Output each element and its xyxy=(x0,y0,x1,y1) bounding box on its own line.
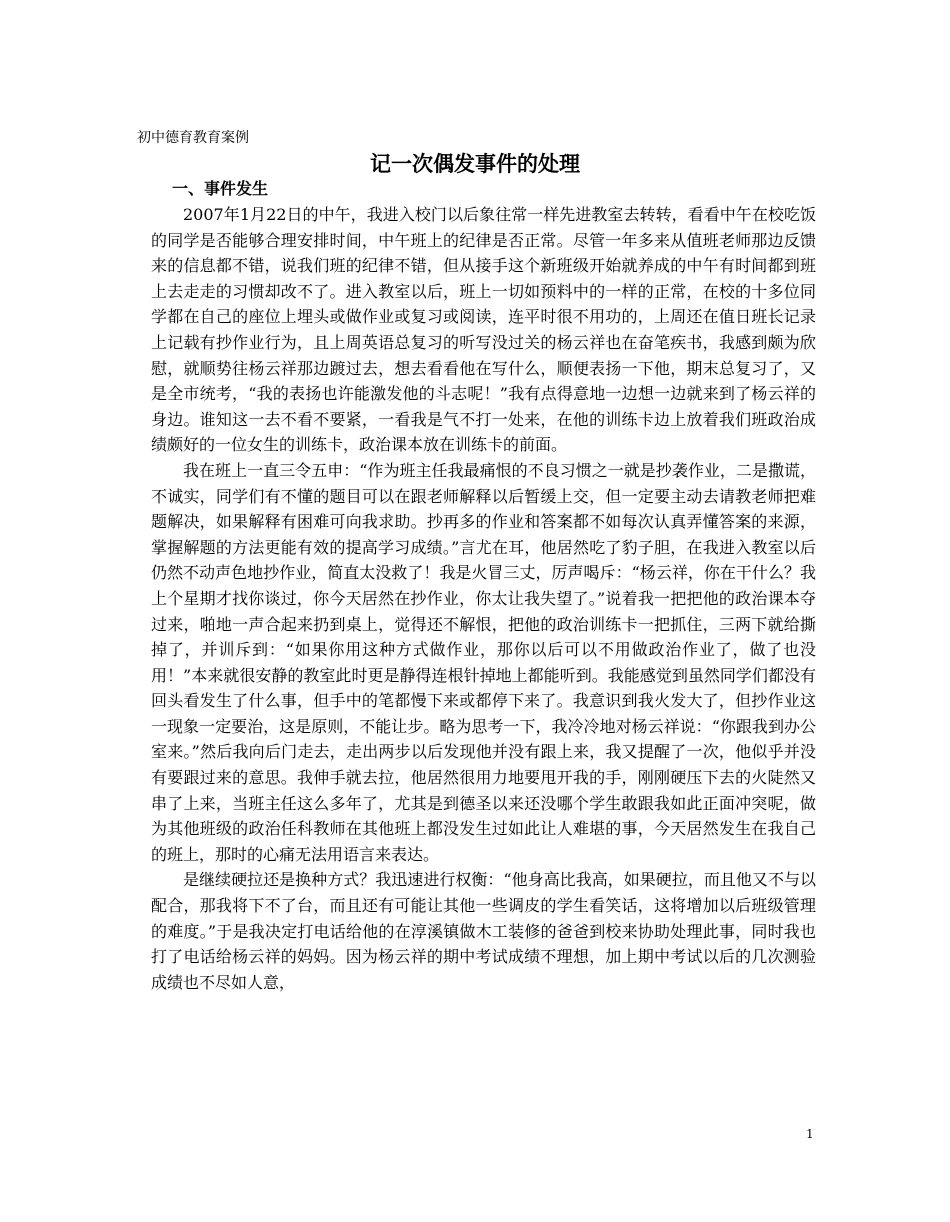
paragraph-3: 是继续硬拉还是换种方式？我迅速进行权衡：“他身高比我高，如果硬拉，而且他又不与以配合，那我将下不了台，而且还有可能让其他一些调皮的学生看笑话，这将增加以后班级管理的难度。”于是我决定打电话给他的在淳溪镇做木工装修的爸爸到校来协助处理此事，同时我也打了电话给杨云祥的妈妈。因为杨云祥的期中考试成绩不理想，加上期中考试以后的几次测验成绩也不尽如人意， xyxy=(151,870,816,992)
document-body xyxy=(151,202,816,995)
document-category: 初中德育教育案例 xyxy=(137,130,249,146)
section-heading: 一、事件发生 xyxy=(172,179,269,198)
paragraph-2: 我在班上一直三令五申：“作为班主任我最痛恨的不良习惯之一就是抄袭作业，二是撒谎，不诚实，同学们有不懂的题目可以在跟老师解释以后暂缓上交，但一定要主动去请教老师把难题解决，如果解释有困难可向我求助。抄再多的作业和答案都不如每次认真弄懂答案的来源，掌握解题的方法更能有效的提高学习成绩。”言尤在耳，他居然吃了豹子胆，在我进入教室以后仍然不动声色地抄作业，简直太没救了！我是火冒三丈，厉声喝斥：“杨云祥，你在干什么？我上个星期才找你谈过，你今天居然在抄作业，你太让我失望了。”说着我一把把他的政治课本夺过来，啪地一声合起来扔到桌上，觉得还不解恨，把他的政治训练卡一把抓住，三两下就给撕掉了，并训斥到：“如果你用这种方式做作业，那你以后可以不用做政治作业了，做了也没用！”本来就很安静的教室此时更是静得连根针掉地上都能听到。我能感觉到虽然同学们都没有回头看发生了什么事，但手中的笔都慢下来或都停下来了。我意识到我火发大了，但抄作业这一现象一定要治，这是原则，不能让步。略为思考一下，我冷冷地对杨云祥说：“你跟我到办公室来。”然后我向后门走去，走出两步以后发现他并没有跟上来，我又提醒了一次，他似乎并没有要跟过来的意思。我伸手就去拉，他居然很用力地要甩开我的手，刚刚硬压下去的火陡然又串了上来，当班主任这么多年了，尤其是到德圣以来还没哪个学生敢跟我如此正面冲突呢，做为其他班级的政治任科教师在其他班上都没发生过如此让人难堪的事，今天居然发生在我自己的班上，那时的心痛无法用语言来表达。 xyxy=(151,460,816,864)
paragraph-1: 2007年1月22日的中午，我进入校门以后象往常一样先进教室去转转，看看中午在校吃饭的同学是否能够合理安排时间，中午班上的纪律是否正常。尽管一年多来从值班老师那边反馈来的信息都不错，说我们班的纪律不错，但从接手这个新班级开始就养成的中午有时间都到班上去走走的习惯却改不了。进入教室以后，班上一切如预料中的一样的正常，在校的十多位同学都在自己的座位上埋头或做作业或复习或阅读，连平时很不用功的，上周还在值日班长记录上记载有抄作业行为，且上周英语总复习的听写没过关的杨云祥也在奋笔疾书，我感到颇为欣慰，就顺势往杨云祥那边踱过去，想去看看他在写什么，顺便表扬一下他，期末总复习了，又是全市统考，“我的表扬也许能激发他的斗志呢！”我有点得意地一边想一边就来到了杨云祥的身边。谁知这一去不看不要紧，一看我是气不打一处来，在他的训练卡边上放着我们班政治成绩颇好的一位女生的训练卡，政治课本放在训练卡的前面。 xyxy=(151,205,816,455)
page-number: 1 xyxy=(806,1127,814,1141)
document-title: 记一次偶发事件的处理 xyxy=(370,151,580,176)
